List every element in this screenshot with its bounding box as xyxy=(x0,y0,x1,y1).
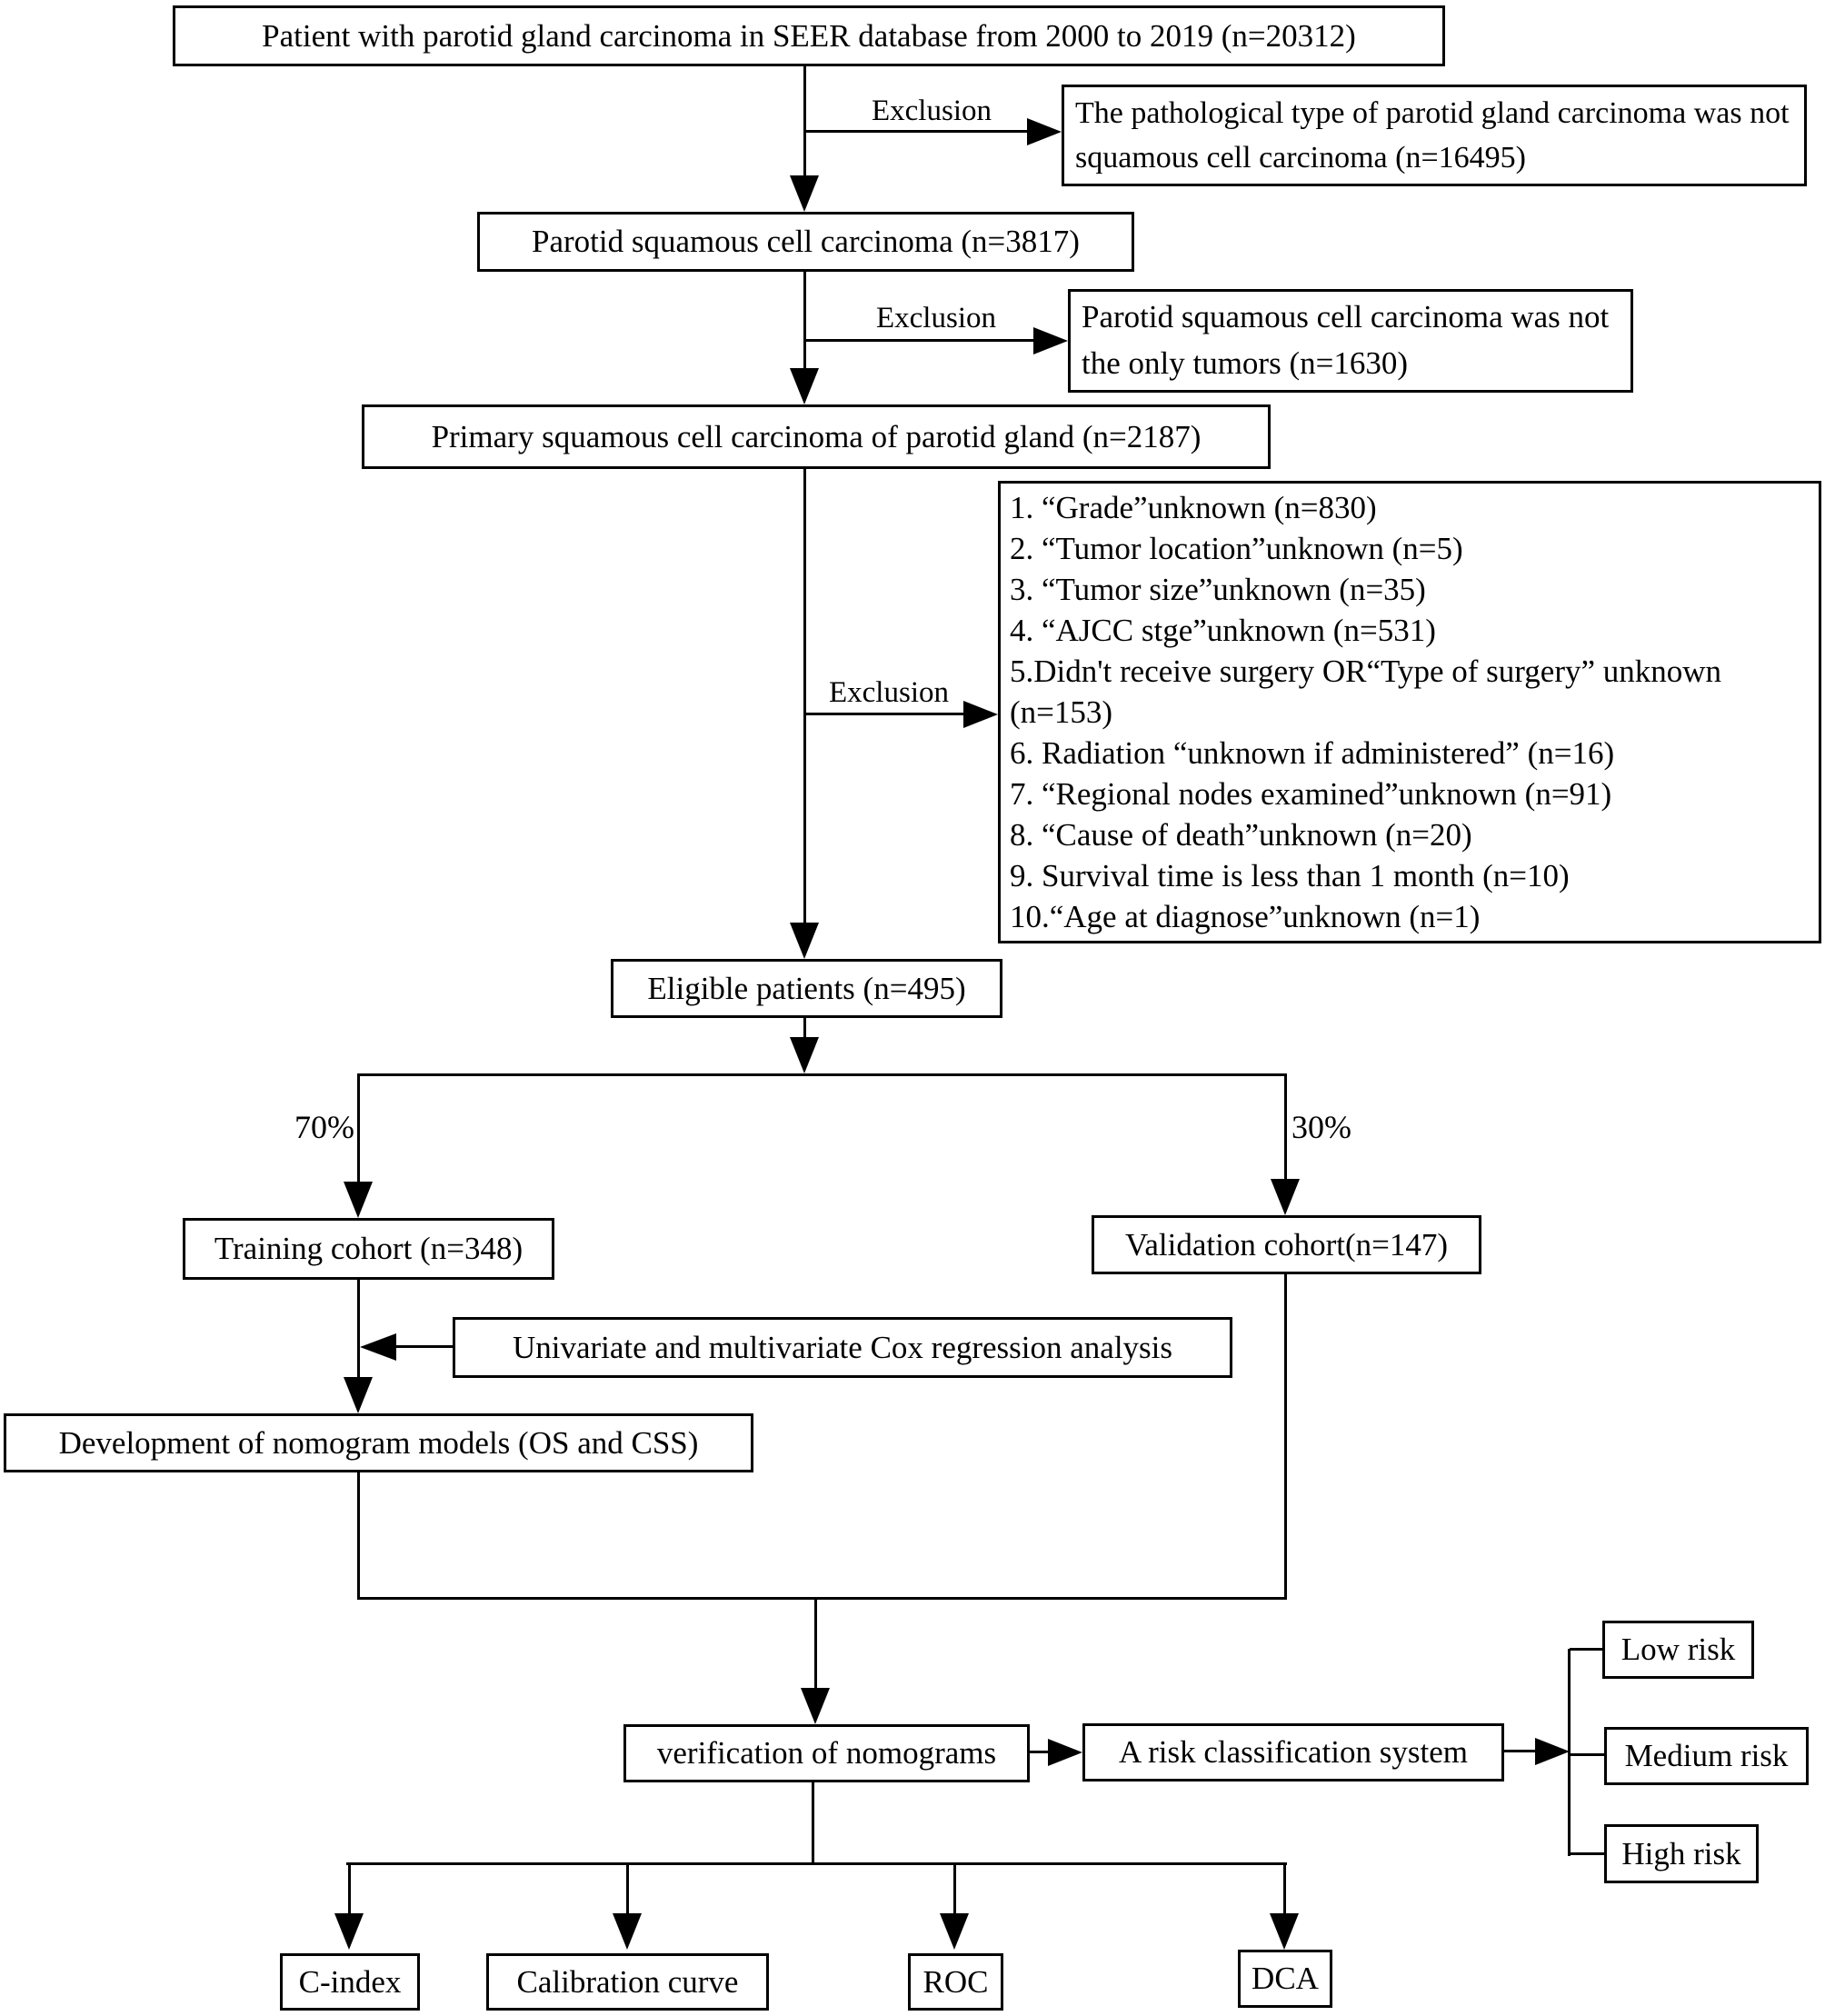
exclusion-item: 6. Radiation “unknown if administered” (n=16) xyxy=(1010,735,1615,771)
node-c-index: C-index xyxy=(280,1953,420,2011)
exclusion-item: 2. “Tumor location”unknown (n=5) xyxy=(1010,531,1463,566)
node-dca: DCA xyxy=(1238,1950,1332,2008)
line-stub-medium-risk xyxy=(1570,1753,1606,1756)
exclusion-item: 4. “AJCC stge”unknown (n=531) xyxy=(1010,613,1436,648)
arrow-down-to-verification-icon xyxy=(801,1688,830,1724)
label-exclusion-3: Exclusion xyxy=(829,676,949,709)
node-roc: ROC xyxy=(908,1953,1003,2011)
line-development-down xyxy=(357,1472,360,1600)
node-low-risk: Low risk xyxy=(1602,1621,1754,1679)
exclusion-item: 1. “Grade”unknown (n=830) xyxy=(1010,490,1377,525)
line-merge-bar xyxy=(357,1597,1287,1600)
line-stub-low-risk xyxy=(1570,1648,1604,1651)
line-exclusion-3 xyxy=(804,713,963,715)
line-validation-down xyxy=(1284,1274,1287,1600)
exclusion-item: 7. “Regional nodes examined”unknown (n=91) xyxy=(1010,776,1612,812)
exclusion-item: 9. Survival time is less than 1 month (n=10) xyxy=(1010,858,1570,893)
exclusion-box-criteria-list xyxy=(998,481,1821,943)
arrow-down-to-dca-icon xyxy=(1270,1913,1299,1950)
line-branch-training xyxy=(357,1073,360,1183)
line-stub-high-risk xyxy=(1570,1852,1606,1855)
arrow-down-to-parotid-icon xyxy=(790,175,819,212)
exclusion-item: 3. “Tumor size”unknown (n=35) xyxy=(1010,572,1426,607)
node-validation-cohort: Validation cohort(n=147) xyxy=(1092,1215,1481,1274)
exclusion-box-pathological-type: The pathological type of parotid gland carcinoma was not squamous cell carcinoma (n=16495) xyxy=(1062,85,1807,186)
line-merge-to-verification xyxy=(814,1598,817,1690)
line-stem-dca xyxy=(1283,1865,1286,1915)
exclusion-item: 8. “Cause of death”unknown (n=20) xyxy=(1010,817,1472,853)
arrow-right-exclusion-2-icon xyxy=(1033,327,1068,354)
line-branch-validation xyxy=(1284,1073,1287,1181)
line-parotid-to-primary xyxy=(803,272,806,370)
line-exclusion-1 xyxy=(804,130,1027,133)
exclusion-item: 10.“Age at diagnose”unknown (n=1) xyxy=(1010,899,1481,934)
arrow-right-to-risk-bracket-icon xyxy=(1535,1738,1570,1765)
line-verification-down xyxy=(812,1782,814,1865)
node-nomogram-development: Development of nomogram models (OS and CSS) xyxy=(4,1413,753,1472)
node-medium-risk: Medium risk xyxy=(1604,1727,1809,1785)
line-cox-arrow xyxy=(394,1345,453,1348)
node-parotid-scc: Parotid squamous cell carcinoma (n=3817) xyxy=(477,212,1134,272)
arrow-down-to-eligible-icon xyxy=(790,923,819,959)
line-eligible-to-split xyxy=(803,1018,806,1039)
line-metrics-bar xyxy=(346,1862,1287,1865)
node-risk-classification: A risk classification system xyxy=(1082,1723,1504,1781)
line-stem-c-index xyxy=(348,1865,351,1915)
arrow-right-exclusion-1-icon xyxy=(1027,118,1062,145)
arrow-down-to-c-index-icon xyxy=(334,1913,364,1950)
node-primary-scc: Primary squamous cell carcinoma of parotid gland (n=2187) xyxy=(362,404,1271,469)
label-exclusion-1: Exclusion xyxy=(872,95,992,127)
node-cox-regression: Univariate and multivariate Cox regression analysis xyxy=(453,1317,1232,1378)
node-high-risk: High risk xyxy=(1604,1824,1759,1883)
exclusion-item: 5.Didn't receive surgery OR“Type of surgery” unknown (n=153) xyxy=(1010,654,1722,730)
arrow-right-exclusion-3-icon xyxy=(963,701,998,728)
exclusion-box-not-only-tumor: Parotid squamous cell carcinoma was not the only tumors (n=1630) xyxy=(1068,289,1633,393)
arrow-right-to-risk-system-icon xyxy=(1048,1739,1082,1766)
arrow-down-to-primary-icon xyxy=(790,368,819,404)
arrow-down-to-validation-icon xyxy=(1271,1179,1300,1215)
arrow-down-to-split-icon xyxy=(790,1037,819,1073)
line-split-bar xyxy=(357,1073,1287,1076)
label-exclusion-2: Exclusion xyxy=(876,302,996,334)
arrow-down-to-training-icon xyxy=(344,1182,373,1218)
arrow-left-cox-to-training-path-icon xyxy=(360,1333,396,1361)
line-risk-to-bracket xyxy=(1504,1750,1537,1752)
node-seer-database: Patient with parotid gland carcinoma in SEER database from 2000 to 2019 (n=20312) xyxy=(173,5,1445,66)
line-training-to-development xyxy=(357,1280,360,1379)
node-eligible-patients: Eligible patients (n=495) xyxy=(611,959,1002,1018)
node-calibration-curve: Calibration curve xyxy=(486,1953,769,2011)
arrow-down-to-development-icon xyxy=(344,1377,373,1413)
line-stem-calibration xyxy=(626,1865,629,1915)
node-training-cohort: Training cohort (n=348) xyxy=(183,1218,554,1280)
node-verification: verification of nomograms xyxy=(623,1724,1030,1782)
arrow-down-to-roc-icon xyxy=(940,1913,969,1950)
label-split-70-percent: 70% xyxy=(294,1109,354,1145)
line-primary-to-eligible xyxy=(803,469,806,923)
arrow-down-to-calibration-icon xyxy=(613,1913,642,1950)
line-exclusion-2 xyxy=(804,339,1033,342)
label-split-30-percent: 30% xyxy=(1291,1109,1351,1145)
line-stem-roc xyxy=(953,1865,956,1915)
line-seer-to-parotid xyxy=(803,66,806,177)
